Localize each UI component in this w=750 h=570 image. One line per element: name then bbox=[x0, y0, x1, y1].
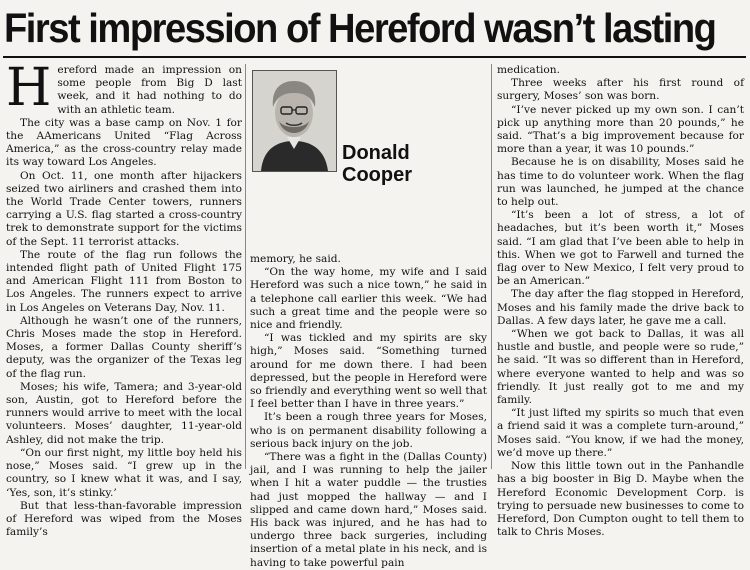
portrait-photo-icon bbox=[252, 70, 337, 172]
author-last-name: Cooper bbox=[342, 164, 412, 186]
paragraph: The route of the flag run follows the intended flight path of United Flight 175 and American Flight 111 from Boston to Los Angeles. The runners expect to arrive in Los Angeles on Veterans Day, Nov. 11. bbox=[6, 248, 242, 314]
headline-rule bbox=[3, 56, 746, 58]
column-1 bbox=[6, 58, 242, 539]
paragraph: “It just lifted my spirits so much that even a friend said it was a complete turn-around,” Moses said. “You know, if we had the money, we’d move up there.” bbox=[497, 407, 744, 459]
paragraph bbox=[6, 58, 242, 118]
column-divider bbox=[245, 64, 246, 469]
paragraph: The city was a base camp on Nov. 1 for the AAmericans United “Flag Across America,” as the cross-country relay made its way toward Los Angeles. bbox=[6, 116, 242, 169]
paragraph: The day after the flag stopped in Hereford, Moses and his family made the drive back to Dallas. A few days later, he gave me a call. bbox=[497, 288, 744, 327]
paragraph: “There was a fight in the (Dallas County) jail, and I was running to help the jailer when I hit a water puddle — the trusties had just mopped the hallway — and I slipped and came down hard,” Moses said. His back was injured, and he has had to undergo three back surgeries, including insertion of a metal plate in his neck, and is having to take powerful pain bbox=[250, 451, 487, 569]
paragraph: Although he wasn’t one of the runners, Chris Moses made the stop in Hereford. Moses, a former Dallas County sheriff’s deputy, was the organizer of the Texas leg of the flag run. bbox=[6, 314, 242, 380]
paragraph: Because he is on disability, Moses said he has time to do volunteer work. When the flag run was launched, he jumped at the chance to help out. bbox=[497, 156, 744, 209]
columnist-portrait bbox=[253, 71, 336, 171]
byline bbox=[250, 64, 487, 246]
column-divider bbox=[491, 64, 492, 469]
drop-cap: H bbox=[6, 58, 52, 118]
paragraph: Now this little town out in the Panhandle has a big booster in Big D. Maybe when the Hereford Economic Development Corp. is trying to persuade new businesses to come to Hereford, Don Cumpton ought to tell them to talk to Chris Moses. bbox=[497, 460, 744, 539]
column-3 bbox=[497, 64, 744, 539]
column-2 bbox=[250, 253, 487, 570]
paragraph: medication. bbox=[497, 64, 560, 76]
paragraph: Moses; his wife, Tamera; and 3-year-old son, Austin, got to Hereford before the runners would arrive to meet with the local volunteers. Moses’ daughter, 11-year-old Ashley, did not make the trip. bbox=[6, 380, 242, 446]
author-first-name: Donald bbox=[342, 142, 410, 164]
author-name bbox=[342, 142, 412, 186]
paragraph: “On our first night, my little boy held his nose,” Moses said. “I grew up in the country, so I knew what it was, and I say, ‘Yes, son, it’s stinky.’ bbox=[6, 446, 242, 499]
paragraph-text: ereford made an impression on some people from Big D last week, and it had nothing to do with an athletic team. bbox=[57, 64, 242, 116]
paragraph: But that less-than-favorable impression of Hereford was wiped from the Moses family’s bbox=[6, 499, 242, 539]
paragraph: “I was tickled and my spirits are sky high,” Moses said. “Something turned around for me down there. I had been depressed, but the people in Hereford were so friendly and everything went so well that I feel better than I have in three years.” bbox=[250, 332, 487, 411]
paragraph: “It’s been a lot of stress, a lot of headaches, but it’s been worth it,” Moses said. “I am glad that I’ve been able to help in this. When we got to Farwell and turned the flag over to New Mexico, I felt very proud to be an American.” bbox=[497, 209, 744, 288]
paragraph: On Oct. 11, one month after hijackers seized two airliners and crashed them into the World Trade Center towers, runners carrying a U.S. flag started a cross-country trek to demonstrate support for the victims of the Sept. 11 terrorist attacks. bbox=[6, 169, 242, 248]
paragraph: It’s been a rough three years for Moses, who is on permanent disability following a serious back injury on the job. bbox=[250, 411, 487, 450]
paragraph: “On the way home, my wife and I said Hereford was such a nice town,” he said in a telephone call earlier this week. “We had such a great time and the people were so nice and friendly. bbox=[250, 266, 487, 332]
paragraph: Three weeks after his first round of surgery, Moses’ son was born. bbox=[497, 77, 744, 103]
paragraph: “I’ve never picked up my own son. I can’t pick up anything more than 20 pounds,” he said. “That’s a big improvement because for more than a year, it was 10 pounds.” bbox=[497, 103, 744, 156]
paragraph: memory, he said. bbox=[250, 253, 341, 265]
headline: First impression of Hereford wasn’t lasting bbox=[4, 5, 716, 51]
paragraph: “When we got back to Dallas, it was all hustle and bustle, and people were so rude,” he said. “It was so different than in Hereford, where everyone wanted to help and was so friendly. It just really got to me and my family. bbox=[497, 328, 744, 407]
